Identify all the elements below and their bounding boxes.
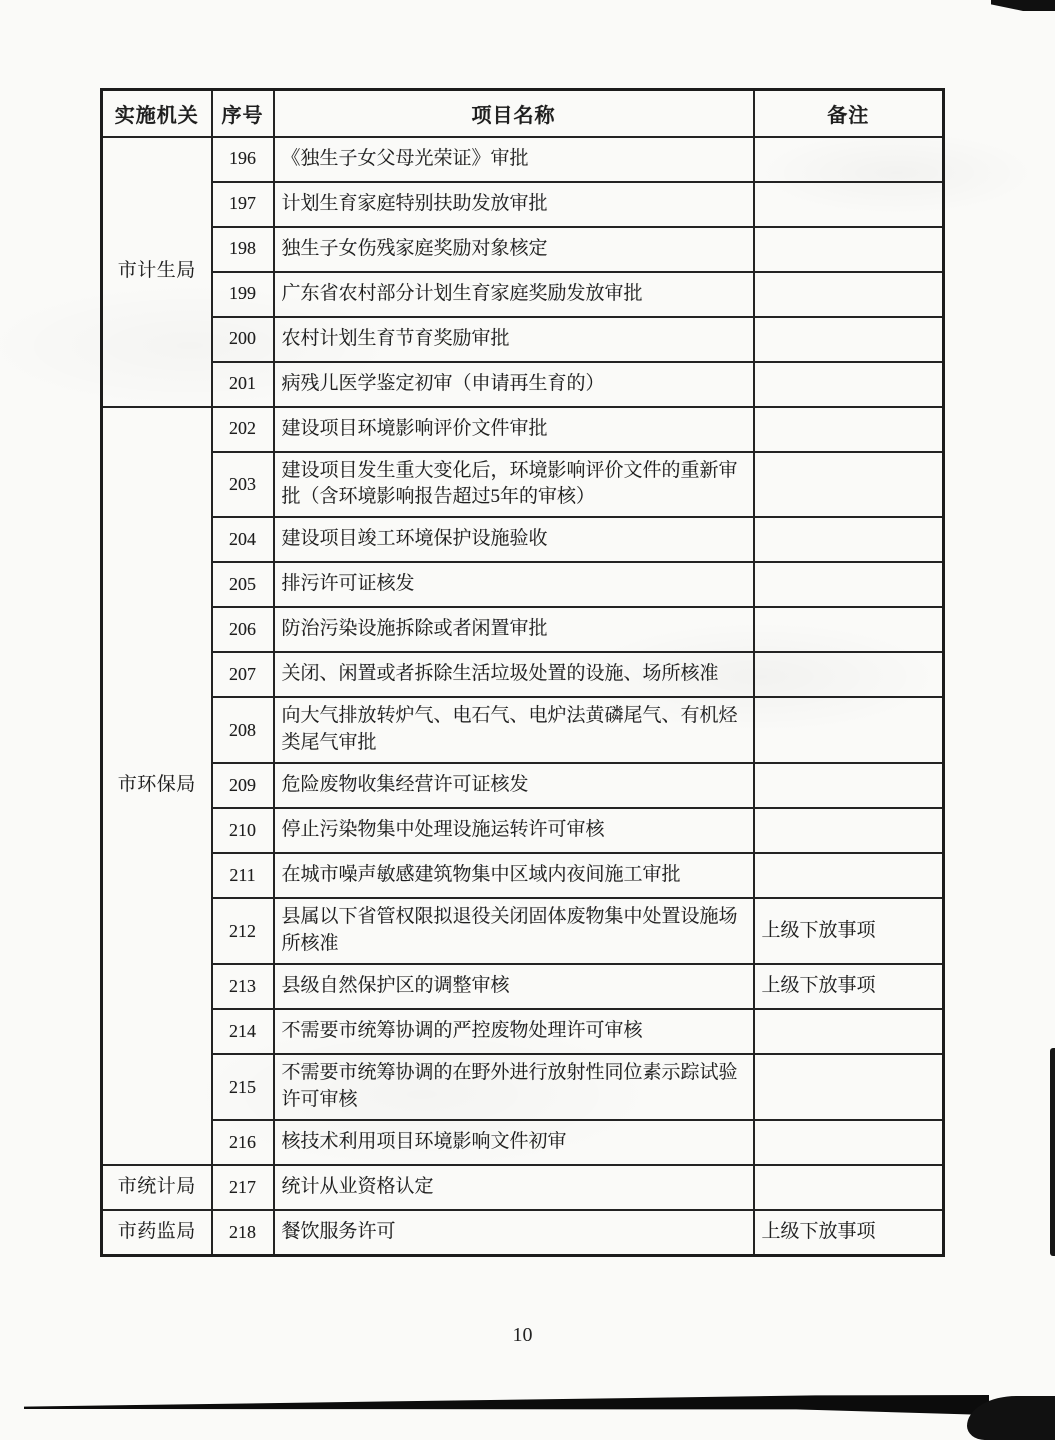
project-cell: 向大气排放转炉气、电石气、电炉法黄磷尾气、有机烃类尾气审批 [274, 697, 754, 763]
agency-cell: 市计生局 [102, 137, 212, 407]
project-cell: 停止污染物集中处理设施运转许可审核 [274, 808, 754, 853]
project-cell: 核技术利用项目环境影响文件初审 [274, 1120, 754, 1165]
project-cell: 关闭、闲置或者拆除生活垃圾处置的设施、场所核准 [274, 652, 754, 697]
remark-cell [754, 317, 944, 362]
table-row [102, 362, 944, 407]
remark-cell: 上级下放事项 [754, 964, 944, 1009]
agency-cell: 市药监局 [102, 1210, 212, 1255]
table-row [102, 697, 944, 763]
remark-cell [754, 562, 944, 607]
remark-cell [754, 652, 944, 697]
remark-cell: 上级下放事项 [754, 1210, 944, 1255]
project-cell: 《独生子女父母光荣证》审批 [274, 137, 754, 182]
remark-cell [754, 182, 944, 227]
project-cell: 独生子女伤残家庭奖励对象核定 [274, 227, 754, 272]
header-agency: 实施机关 [102, 90, 212, 137]
serial-cell: 214 [212, 1009, 274, 1054]
scan-artifact-bottom-line [24, 1395, 989, 1415]
remark-cell [754, 763, 944, 808]
serial-cell: 199 [212, 272, 274, 317]
project-cell: 病残儿医学鉴定初审（申请再生育的） [274, 362, 754, 407]
table-row [102, 652, 944, 697]
header-remark: 备注 [754, 90, 944, 137]
project-cell: 农村计划生育节育奖励审批 [274, 317, 754, 362]
table-row [102, 607, 944, 652]
project-cell: 不需要市统筹协调的在野外进行放射性同位素示踪试验许可审核 [274, 1054, 754, 1120]
project-cell: 建设项目发生重大变化后，环境影响评价文件的重新审批（含环境影响报告超过5年的审核） [274, 452, 754, 518]
remark-cell [754, 517, 944, 562]
remark-cell [754, 1165, 944, 1210]
table-row [102, 853, 944, 898]
serial-cell: 203 [212, 452, 274, 518]
serial-cell: 202 [212, 407, 274, 452]
table-row [102, 808, 944, 853]
remark-cell [754, 853, 944, 898]
table-row [102, 1120, 944, 1165]
remark-cell [754, 407, 944, 452]
serial-cell: 201 [212, 362, 274, 407]
project-cell: 餐饮服务许可 [274, 1210, 754, 1255]
table-row [102, 407, 944, 452]
remark-cell [754, 1054, 944, 1120]
serial-cell: 215 [212, 1054, 274, 1120]
remark-cell [754, 362, 944, 407]
serial-cell: 204 [212, 517, 274, 562]
table-row [102, 317, 944, 362]
agency-cell: 市统计局 [102, 1165, 212, 1210]
project-cell: 统计从业资格认定 [274, 1165, 754, 1210]
project-cell: 县级自然保护区的调整审核 [274, 964, 754, 1009]
remark-cell [754, 607, 944, 652]
project-cell: 在城市噪声敏感建筑物集中区域内夜间施工审批 [274, 853, 754, 898]
remark-cell [754, 272, 944, 317]
table-row [102, 562, 944, 607]
project-cell: 广东省农村部分计划生育家庭奖励发放审批 [274, 272, 754, 317]
table-row [102, 517, 944, 562]
project-cell: 危险废物收集经营许可证核发 [274, 763, 754, 808]
project-cell: 县属以下省管权限拟退役关闭固体废物集中处置设施场所核准 [274, 898, 754, 964]
serial-cell: 198 [212, 227, 274, 272]
project-cell: 排污许可证核发 [274, 562, 754, 607]
table-row [102, 964, 944, 1009]
page-number: 10 [512, 1324, 533, 1346]
approval-table-body [102, 137, 944, 1256]
remark-cell [754, 1009, 944, 1054]
project-cell: 计划生育家庭特别扶助发放审批 [274, 182, 754, 227]
serial-cell: 208 [212, 697, 274, 763]
remark-cell [754, 137, 944, 182]
table-row [102, 452, 944, 518]
serial-cell: 196 [212, 137, 274, 182]
header-project: 项目名称 [274, 90, 754, 137]
serial-cell: 205 [212, 562, 274, 607]
serial-cell: 218 [212, 1210, 274, 1255]
table-row [102, 227, 944, 272]
table-row [102, 137, 944, 182]
remark-cell [754, 697, 944, 763]
remark-cell: 上级下放事项 [754, 898, 944, 964]
table-row [102, 763, 944, 808]
table-header-row [102, 90, 944, 137]
serial-cell: 217 [212, 1165, 274, 1210]
table-row [102, 1054, 944, 1120]
table-row [102, 1210, 944, 1255]
serial-cell: 216 [212, 1120, 274, 1165]
table-row [102, 1009, 944, 1054]
serial-cell: 200 [212, 317, 274, 362]
remark-cell [754, 452, 944, 518]
serial-cell: 210 [212, 808, 274, 853]
serial-cell: 207 [212, 652, 274, 697]
table-row [102, 272, 944, 317]
scan-artifact-top-right [991, 0, 1055, 11]
serial-cell: 213 [212, 964, 274, 1009]
scan-artifact-right-edge [1050, 1048, 1055, 1256]
agency-cell: 市环保局 [102, 407, 212, 1166]
remark-cell [754, 808, 944, 853]
serial-cell: 211 [212, 853, 274, 898]
project-cell: 建设项目竣工环境保护设施验收 [274, 517, 754, 562]
approval-items-table [100, 88, 945, 1257]
serial-cell: 206 [212, 607, 274, 652]
remark-cell [754, 1120, 944, 1165]
serial-cell: 209 [212, 763, 274, 808]
serial-cell: 212 [212, 898, 274, 964]
serial-cell: 197 [212, 182, 274, 227]
project-cell: 防治污染设施拆除或者闲置审批 [274, 607, 754, 652]
project-cell: 不需要市统筹协调的严控废物处理许可审核 [274, 1009, 754, 1054]
table-row [102, 182, 944, 227]
table-row [102, 1165, 944, 1210]
remark-cell [754, 227, 944, 272]
table-row [102, 898, 944, 964]
header-serial: 序号 [212, 90, 274, 137]
project-cell: 建设项目环境影响评价文件审批 [274, 407, 754, 452]
